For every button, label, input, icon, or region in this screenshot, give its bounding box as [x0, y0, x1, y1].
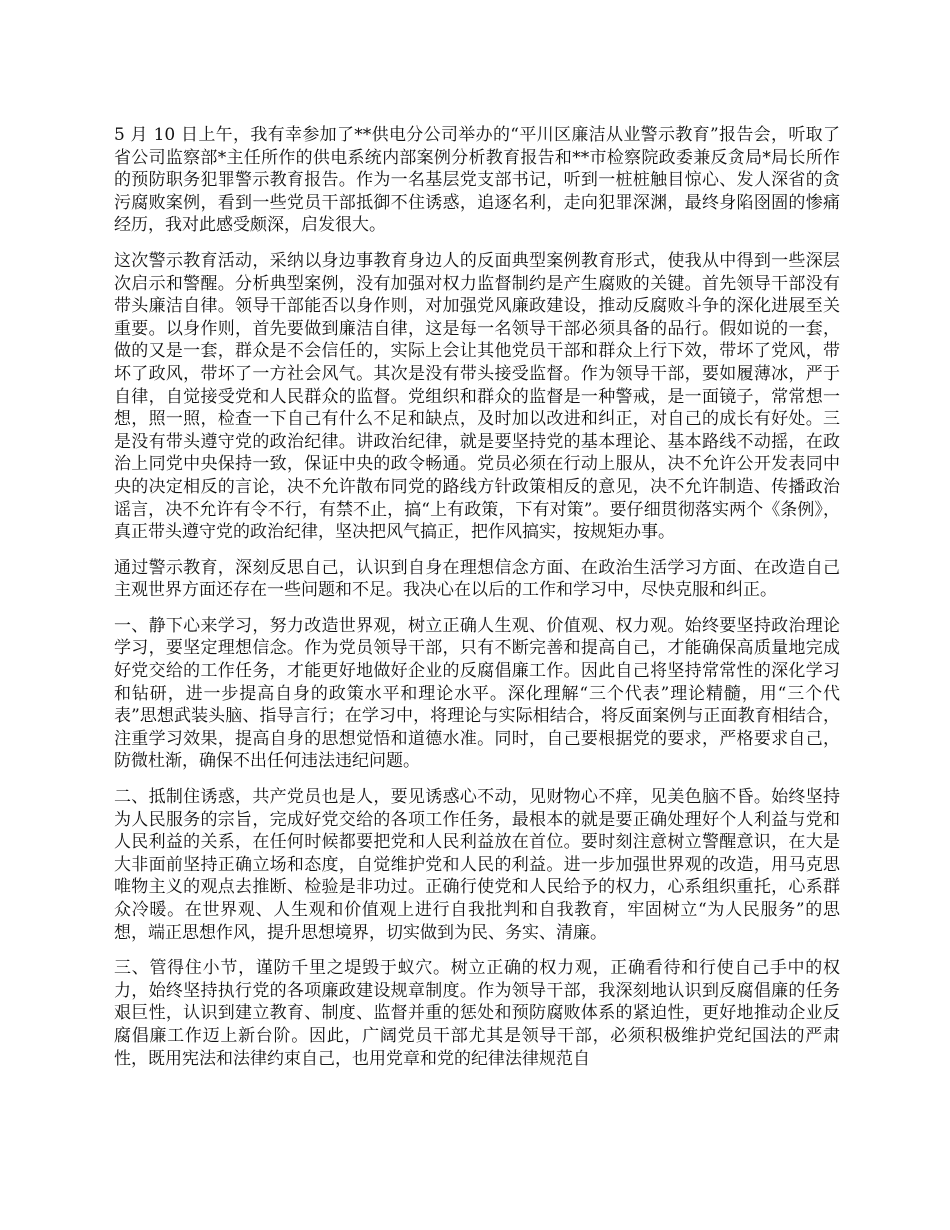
paragraph-point-two: 二、抵制住诱惑，共产党员也是人，要见诱惑心不动，见财物心不痒，见美色脑不昏。始终坚持为人民服务的宗旨，完成好党交给的各项工作任务，最根本的就是要正确处理好个人利益与党和人民利益的关系，在任何时候都要把党和人民利益放在首位。要时刻注意树立警醒意识，在大是大非面前坚持正确立场和态度，自觉维护党和人民的利益。进一步加强世界观的改造，用马克思唯物主义的观点去推断、检验是非功过。正确行使党和人民给予的权力，心系组织重托，心系群众冷暖。在世界观、人生观和价值观上进行自我批判和自我教育，牢固树立“为人民服务”的思想，端正思想作风，提升思想境界，切实做到为民、务实、清廉。	[114, 787, 840, 943]
document-body	[114, 124, 840, 1083]
paragraph-point-one: 一、静下心来学习，努力改造世界观，树立正确人生观、价值观、权力观。始终要坚持政治理论学习，要坚定理想信念。作为党员领导干部，只有不断完善和提高自己，才能确保高质量地完成好党交给的工作任务，才能更好地做好企业的反腐倡廉工作。因此自己将坚持常常性的深化学习和钻研，进一步提高自身的政策水平和理论水平。深化理解“三个代表”理论精髓，用“三个代表”思想武装头脑、指导言行；在学习中，将理论与实际相结合，将反面案例与正面教育相结合，注重学习效果，提高自身的思想觉悟和道德水准。同时，自己要根据党的要求，严格要求自己，防微杜渐，确保不出任何违法违纪问题。	[114, 615, 840, 772]
paragraph-intro: 5 月 10 日上午，我有幸参加了**供电分公司举办的“平川区廉洁从业警示教育”报告会，听取了省公司监察部*主任所作的供电系统内部案例分析教育报告和**市检察院政委兼反贪局*局长所作的预防职务犯罪警示教育报告。作为一名基层党支部书记，听到一桩桩触目惊心、发人深省的贪污腐败案例，看到一些党员干部抵御不住诱惑，追逐名利，走向犯罪深渊，最终身陷囹圄的惨痛经历，我对此感受颇深，启发很大。	[114, 125, 840, 236]
paragraph-point-three: 三、管得住小节，谨防千里之堤毁于蚁穴。树立正确的权力观，正确看待和行使自己手中的权力，始终坚持执行党的各项廉政建设规章制度。作为领导干部，我深刻地认识到反腐倡廉的任务艰巨性，认识到建立教育、制度、监督并重的惩处和预防腐败体系的紧迫性，更好地推动企业反腐倡廉工作迈上新台阶。因此，广阔党员干部尤其是领导干部，必须积极维护党纪国法的严肃性，既用宪法和法律约束自己，也用党章和党的纪律法律规范自	[114, 958, 840, 1069]
paragraph-analysis: 这次警示教育活动，采纳以身边事教育身边人的反面典型案例教育形式，使我从中得到一些深层次启示和警醒。分析典型案例，没有加强对权力监督制约是产生腐败的关键。首先领导干部没有带头廉洁自律。领导干部能否以身作则，对加强党风廉政建设，推动反腐败斗争的深化进展至关重要。以身作则，首先要做到廉洁自律，这是每一名领导干部必须具备的品行。假如说的一套，做的又是一套，群众是不会信任的，实际上会让其他党员干部和群众上行下效，带坏了党风，带坏了政风，带坏了一方社会风气。其次是没有带头接受监督。作为领导干部，要如履薄冰，严于自律，自觉接受党和人民群众的监督。党组织和群众的监督是一种警戒，是一面镜子，常常想一想，照一照，检查一下自己有什么不足和缺点，及时加以改进和纠正，对自己的成长有好处。三是没有带头遵守党的政治纪律。讲政治纪律，就是要坚持党的基本理论、基本路线不动摇，在政治上同党中央保持一致，保证中央的政令畅通。党员必须在行动上服从，决不允许公开发表同中央的决定相反的言论，决不允许散布同党的路线方针政策相反的意见，决不允许制造、传播政治谣言，决不允许有令不行，有禁不止，搞“上有政策，下有对策”。要仔细贯彻落实两个《条例》，真正带头遵守党的政治纪律，坚决把风气搞正，把作风搞实，按规矩办事。	[114, 250, 840, 543]
paragraph-reflection: 通过警示教育，深刻反思自己，认识到自身在理想信念方面、在政治生活学习方面、在改造自己主观世界方面还存在一些问题和不足。我决心在以后的工作和学习中，尽快克服和纠正。	[114, 557, 840, 601]
